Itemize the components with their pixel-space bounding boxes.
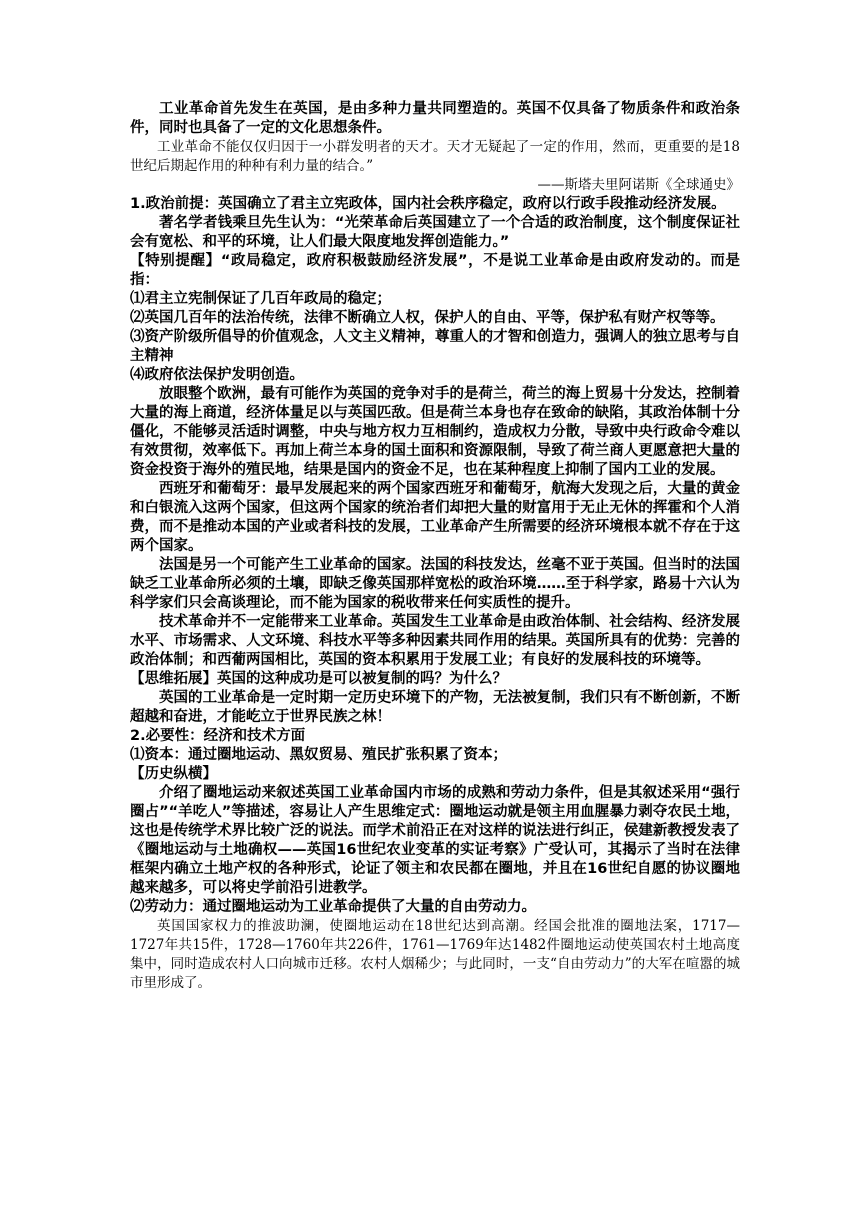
paragraph: 放眼整个欧洲，最有可能作为英国的竞争对手的是荷兰，荷兰的海上贸易十分发达，控制着大量的海上商道，经济体量足以与英国匹敌。但是荷兰本身也存在致命的缺陷，其政治体制十分僵化，不能够灵活适时调整，中央与地方权力互相制约，造成权力分散，导致中央行政命令难以有效贯彻，效率低下。再加上荷兰本身的国土面积和资源限制，导致了荷兰商人更愿意把大量的资金投资于海外的殖民地，结果是国内的资金不足，也在某种程度上抑制了国内工业的发展。 (130, 386, 740, 478)
paragraph: 1.政治前提：英国确立了君主立宪政体，国内社会秩序稳定，政府以行政手段推动经济发展。 (130, 196, 726, 212)
paragraph: 工业革命不能仅仅归因于一小群发明者的天才。天才无疑起了一定的作用，然而，更重要的是18世纪后期起作用的种种有利力量的结合。” (130, 139, 740, 174)
document-body (130, 100, 740, 993)
paragraph: 法国是另一个可能产生工业革命的国家。法国的科技发达，丝毫不亚于英国。但当时的法国缺乏工业革命所必须的土壤，即缺乏像英国那样宽松的政治环境……至于科学家，路易十六认为科学家们只会高谈理论，而不能为国家的税收带来任何实质性的提升。 (130, 557, 740, 611)
paragraph: ⑴君主立宪制保证了几百年政局的稳定； (130, 291, 391, 307)
paragraph: 工业革命首先发生在英国，是由多种力量共同塑造的。英国不仅具备了物质条件和政治条件，同时也具备了一定的文化思想条件。 (130, 101, 740, 136)
paragraph: ⑵英国几百年的法治传统，法律不断确立人权，保护人的自由、平等，保护私有财产权等等。 (130, 310, 725, 326)
paragraph: 【特别提醒】“政局稳定，政府积极鼓励经济发展”，不是说工业革命是由政府发动的。而是指： (130, 253, 740, 288)
paragraph: 【历史纵横】 (130, 766, 217, 782)
paragraph: 2.必要性：经济和技术方面 (130, 728, 306, 744)
paragraph: 西班牙和葡萄牙：最早发展起来的两个国家西班牙和葡萄牙，航海大发现之后，大量的黄金和白银流入这两个国家，但这两个国家的统治者们却把大量的财富用于无止无休的挥霍和个人消费，而不是推动本国的产业或者科技的发展，工业革命产生所需要的经济环境根本就不存在于这两个国家。 (130, 481, 740, 554)
paragraph: 技术革命并不一定能带来工业革命。英国发生工业革命是由政治体制、社会结构、经济发展水平、市场需求、人文环境、科技水平等多种因素共同作用的结果。英国所具有的优势：完善的政治体制；和西葡两国相比，英国的资本积累用于发展工业；有良好的发展科技的环境等。 (130, 614, 740, 668)
paragraph: 英国国家权力的推波助澜，使圈地运动在18世纪达到高潮。经国会批准的圈地法案，1717—1727年共15件，1728—1760年共226件，1761—1769年达1482件圈地运动使英国农村土地高度集中，同时造成农村人口向城市迁移。农村人烟稀少；与此同时，一支“自由劳动力”的大军在喧嚣的城市里形成了。 (130, 918, 740, 991)
paragraph: 著名学者钱乘旦先生认为：“光荣革命后英国建立了一个合适的政治制度，这个制度保证社会有宽松、和平的环境，让人们最大限度地发挥创造能力。” (130, 215, 740, 250)
paragraph: ⑷政府依法保护发明创造。 (130, 367, 304, 383)
paragraph: ——斯塔夫里阿诺斯《全球通史》 (537, 177, 740, 193)
paragraph: ⑴资本：通过圈地运动、黑奴贸易、殖民扩张积累了资本； (130, 747, 507, 763)
paragraph: 【思维拓展】英国的这种成功是可以被复制的吗？为什么？ (130, 671, 507, 687)
paragraph: ⑶资产阶级所倡导的价值观念，人文主义精神，尊重人的才智和创造力，强调人的独立思考与自主精神 (130, 329, 740, 364)
paragraph: ⑵劳动力：通过圈地运动为工业革命提供了大量的自由劳动力。 (130, 899, 536, 915)
paragraph: 介绍了圈地运动来叙述英国工业革命国内市场的成熟和劳动力条件，但是其叙述采用“强行圈占”“羊吃人”等描述，容易让人产生思维定式：圈地运动就是领主用血腥暴力剥夺农民土地，这也是传统学术界比较广泛的说法。而学术前沿正在对这样的说法进行纠正，侯建新教授发表了《圈地运动与土地确权——英国16世纪农业变革的实证考察》广受认可，其揭示了当时在法律框架内确立土地产权的各种形式，论证了领主和农民都在圈地，并且在16世纪自愿的协议圈地越来越多，可以将史学前沿引进教学。 (130, 785, 740, 896)
paragraph: 英国的工业革命是一定时期一定历史环境下的产物，无法被复制，我们只有不断创新，不断超越和奋进，才能屹立于世界民族之林！ (130, 690, 740, 725)
